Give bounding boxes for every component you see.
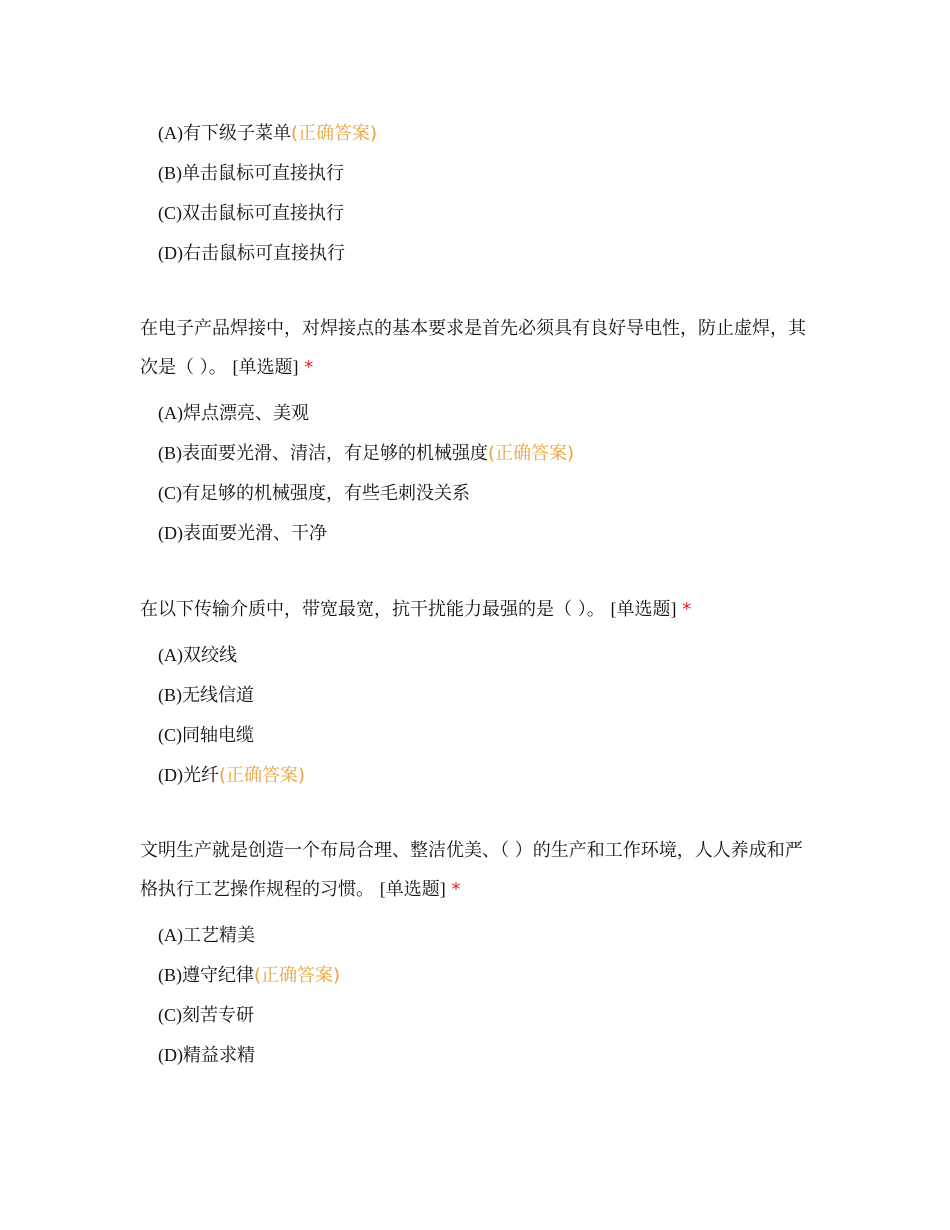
option-q4-b — [158, 963, 340, 988]
question-text: 在电子产品焊接中，对焊接点的基本要求是首先必须具有良好导电性，防止虚焊，其次是（ ）。 — [140, 318, 806, 378]
option-q3-d — [158, 763, 305, 788]
correct-answer-tag: (正确答案) — [254, 965, 341, 986]
question-stem-q2 — [140, 310, 820, 387]
option-q1-b — [158, 161, 344, 186]
option-letter: (A) — [158, 645, 183, 665]
option-q1-c — [158, 201, 344, 226]
option-q4-d — [158, 1043, 255, 1068]
option-q2-c — [158, 481, 470, 506]
option-letter: (C) — [158, 1005, 182, 1025]
option-letter: (C) — [158, 725, 182, 745]
option-letter: (C) — [158, 483, 182, 503]
option-text: 有下级子菜单 — [183, 123, 291, 144]
option-text: 无线信道 — [182, 685, 254, 706]
required-mark: * — [304, 357, 314, 378]
option-text: 同轴电缆 — [182, 725, 254, 746]
option-q2-d — [158, 521, 327, 546]
question-text: 在以下传输介质中，带宽最宽，抗干扰能力最强的是（ ）。 — [140, 599, 605, 620]
question-stem-q4 — [140, 832, 820, 909]
option-letter: (A) — [158, 123, 183, 143]
option-text: 刻苦专研 — [182, 1005, 254, 1026]
option-text: 有足够的机械强度，有些毛刺没关系 — [182, 483, 470, 504]
option-text: 表面要光滑、干净 — [183, 523, 327, 544]
question-text: 文明生产就是创造一个布局合理、整洁优美、（ ）的生产和工作环境，人人养成和严格执行工艺操作规程的习惯。 — [140, 840, 803, 900]
question-stem-q3 — [140, 590, 820, 629]
question-type: [单选题] — [610, 599, 677, 619]
correct-answer-tag: (正确答案) — [291, 123, 378, 144]
option-q3-b — [158, 683, 254, 708]
option-text: 精益求精 — [183, 1045, 255, 1066]
option-letter: (B) — [158, 163, 182, 183]
option-letter: (A) — [158, 403, 183, 423]
option-q4-c — [158, 1003, 254, 1028]
option-q4-a — [158, 923, 255, 948]
option-text: 双绞线 — [183, 645, 237, 666]
option-text: 单击鼠标可直接执行 — [182, 163, 344, 184]
option-text: 表面要光滑、清洁，有足够的机械强度 — [182, 443, 488, 464]
required-mark: * — [451, 879, 461, 900]
option-letter: (D) — [158, 243, 183, 263]
option-text: 光纤 — [183, 765, 219, 786]
required-mark: * — [682, 599, 692, 620]
option-letter: (C) — [158, 203, 182, 223]
option-letter: (A) — [158, 925, 183, 945]
option-text: 右击鼠标可直接执行 — [183, 243, 345, 264]
option-text: 遵守纪律 — [182, 965, 254, 986]
option-letter: (B) — [158, 685, 182, 705]
option-q3-c — [158, 723, 254, 748]
question-type: [单选题] — [379, 879, 446, 899]
option-q2-a — [158, 401, 309, 426]
correct-answer-tag: (正确答案) — [219, 765, 306, 786]
option-text: 工艺精美 — [183, 925, 255, 946]
option-q1-a — [158, 121, 377, 146]
option-q1-d — [158, 241, 345, 266]
correct-answer-tag: (正确答案) — [488, 443, 575, 464]
option-text: 双击鼠标可直接执行 — [182, 203, 344, 224]
option-letter: (B) — [158, 965, 182, 985]
option-letter: (B) — [158, 443, 182, 463]
option-letter: (D) — [158, 523, 183, 543]
option-q3-a — [158, 643, 237, 668]
option-q2-b — [158, 441, 574, 466]
option-text: 焊点漂亮、美观 — [183, 403, 309, 424]
option-letter: (D) — [158, 1045, 183, 1065]
option-letter: (D) — [158, 765, 183, 785]
question-type: [单选题] — [232, 357, 299, 377]
